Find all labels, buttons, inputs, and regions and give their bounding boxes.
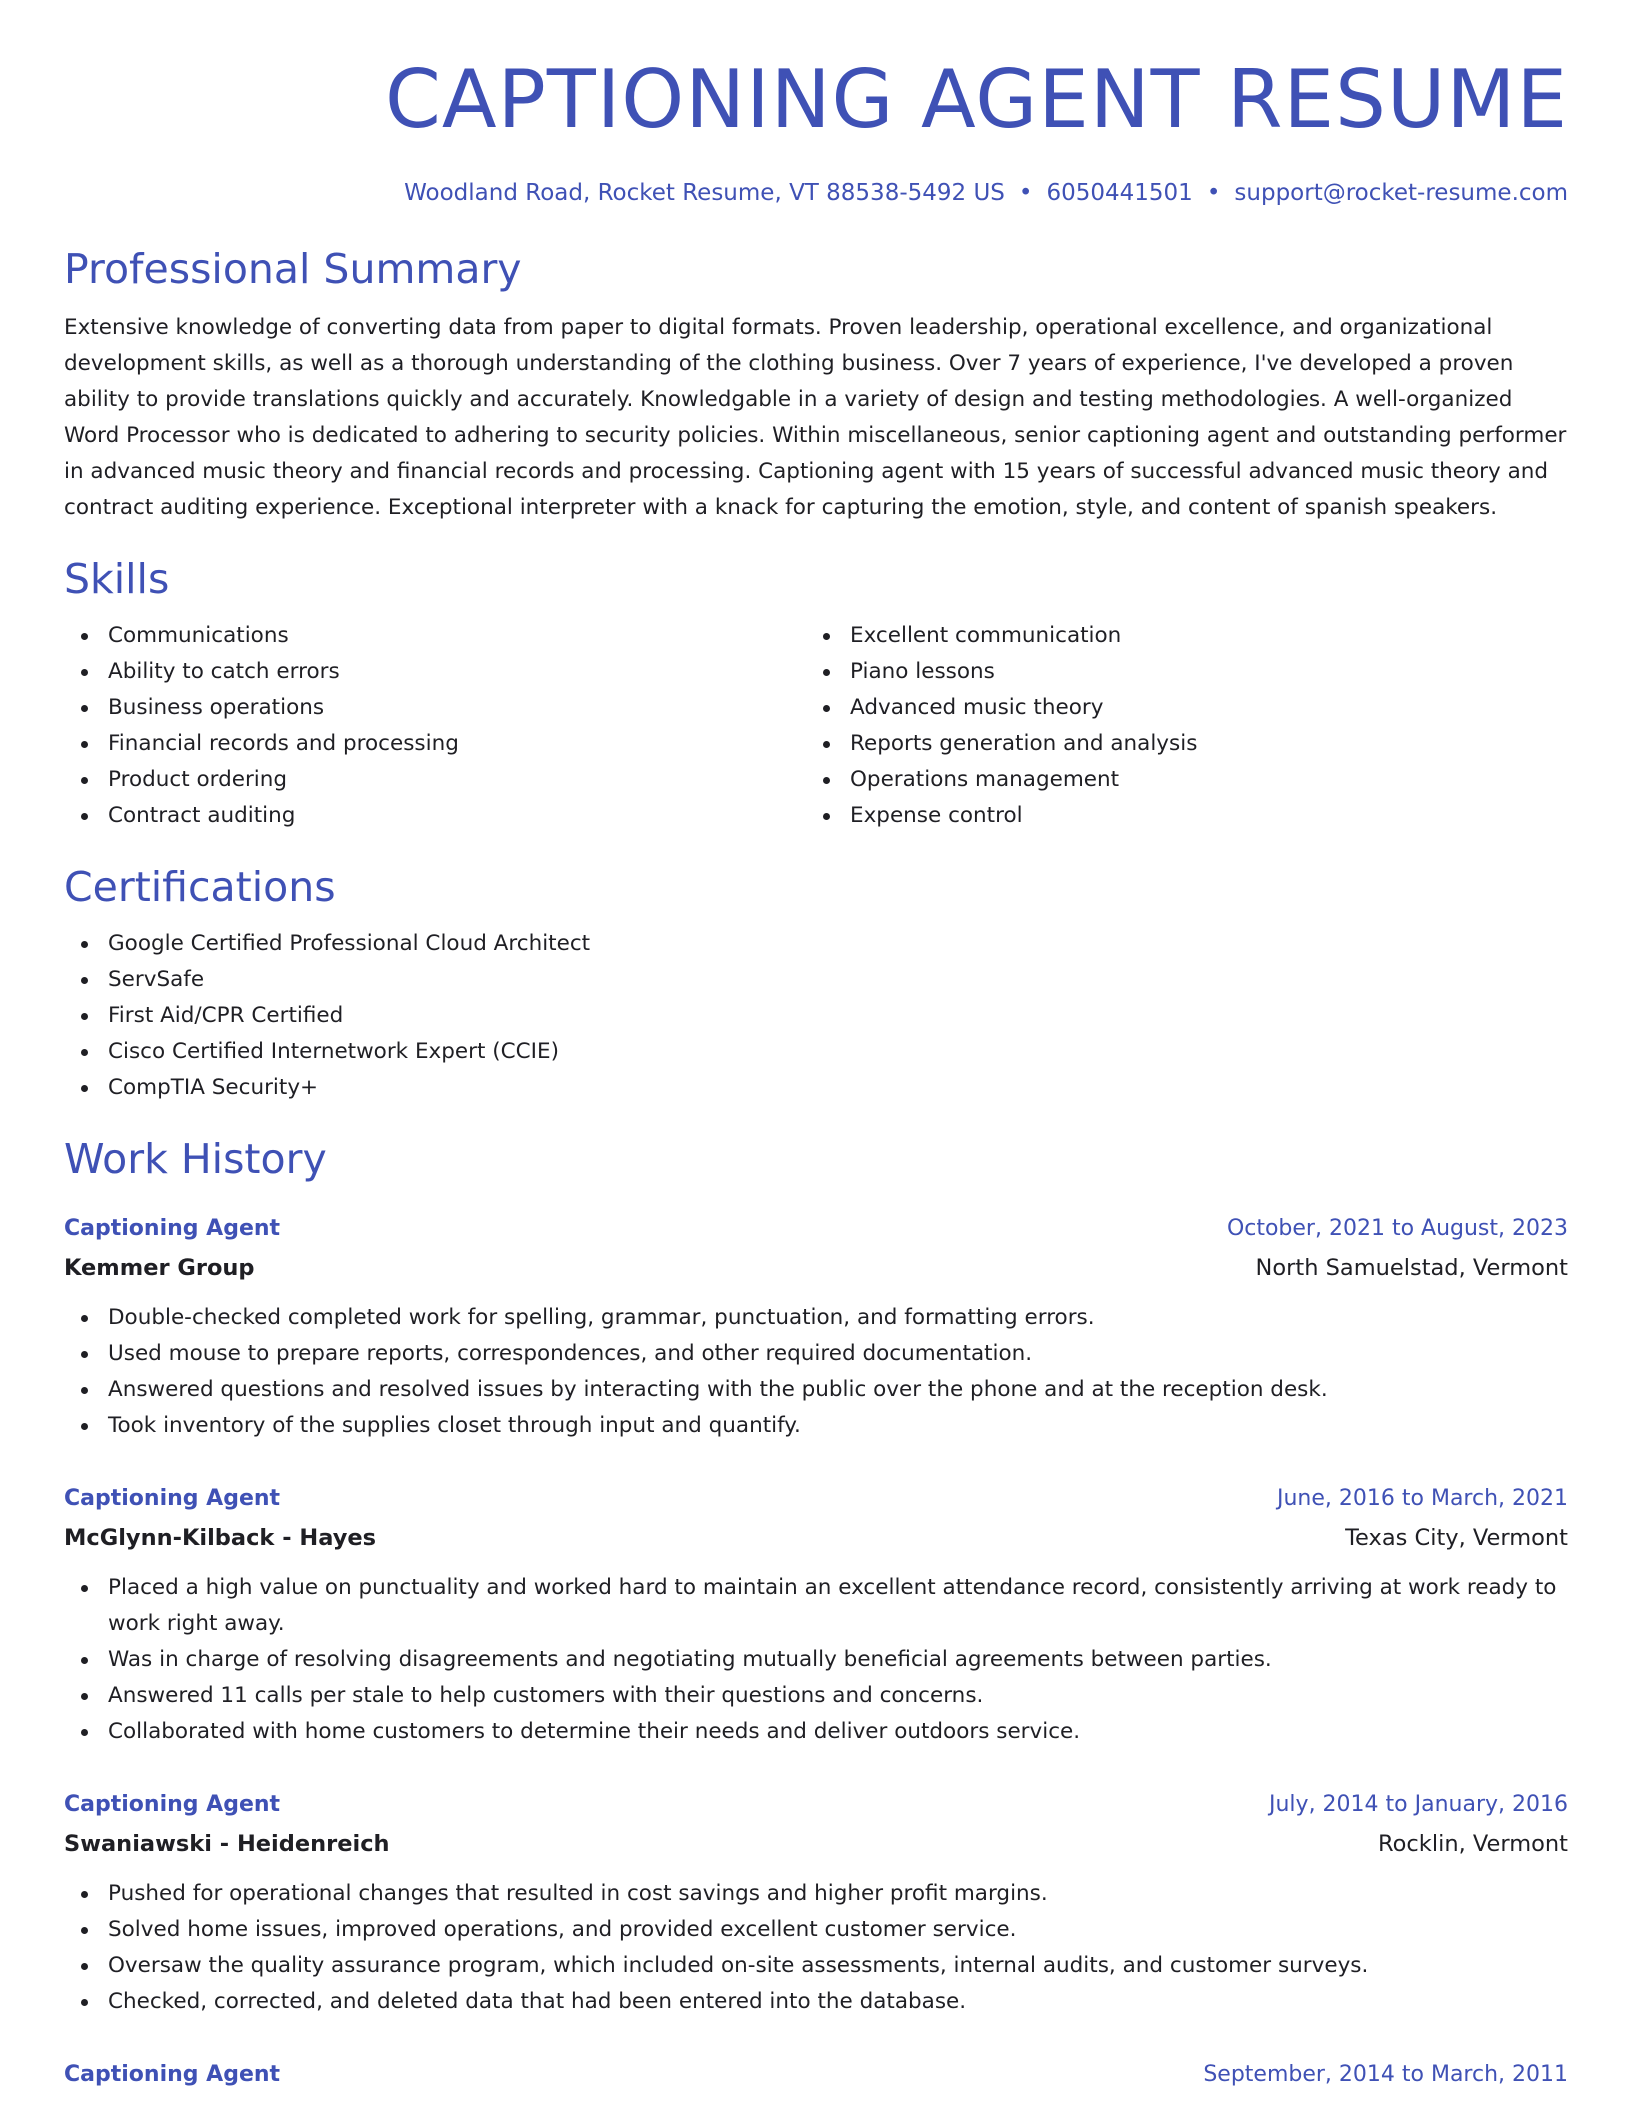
list-item [64,1336,1568,1372]
list-item [64,618,806,654]
certification-label: Cisco Certified Internetwork Expert (CCIE) [108,1039,559,1064]
list-item [64,690,806,726]
job-entry [64,1210,1568,1444]
job-bullets [64,1876,1568,2020]
skill-label: Advanced music theory [850,695,1104,720]
job-bullet-text: Double-checked completed work for spelling, grammar, punctuation, and formatting errors. [108,1305,1095,1330]
skill-label: Product ordering [108,767,288,792]
list-item [64,1948,1568,1984]
bullet-icon [81,813,88,820]
certifications-section [64,862,1568,1106]
job-bullet-text: Placed a high value on punctuality and worked hard to maintain an excellent attendance record, consistently arriving at work ready to work right away. [108,1575,1557,1636]
skill-label: Communications [108,623,289,648]
skill-label: Operations management [850,767,1120,792]
skills-list-right [806,618,1548,834]
skill-label: Business operations [108,695,325,720]
job-title: Captioning Agent [64,2062,281,2087]
job-entry [64,1786,1568,2020]
section-title-skills: Skills [64,555,170,603]
list-item [64,726,806,762]
list-item [64,762,806,798]
bullet-icon [81,633,88,640]
job-bullet-text: Oversaw the quality assurance program, which included on-site assessments, internal audits, and customer surveys. [108,1953,1369,1978]
list-item [806,618,1548,654]
bullet-icon [81,1891,88,1898]
skill-label: Reports generation and analysis [850,731,1198,756]
job-title: Captioning Agent [64,1792,281,1817]
skill-label: Contract auditing [108,803,296,828]
bullet-icon [81,1351,88,1358]
bullet-icon [81,1657,88,1664]
bullet-icon [81,1315,88,1322]
job-bullet-text: Answered 11 calls per stale to help customers with their questions and concerns. [108,1683,984,1708]
skill-label: Financial records and processing [108,731,459,756]
bullet-icon [823,669,830,676]
list-item [64,1372,1568,1408]
job-bullet-text: Answered questions and resolved issues by interacting with the public over the phone and at the reception desk. [108,1377,1328,1402]
contact-email: support@rocket-resume.com [1234,180,1568,206]
job-bullets [64,1570,1568,1750]
list-item [64,1876,1568,1912]
list-item [806,726,1548,762]
list-item [64,998,1568,1034]
job-company: Swaniawski - Heidenreich [64,1831,390,1857]
job-location: North Samuelstad, Vermont [1255,1255,1568,1281]
job-company-row [64,1518,1568,1558]
certifications-list [64,926,1568,1106]
job-dates: October, 2021 to August, 2023 [1226,1216,1568,1241]
bullet-icon [81,1085,88,1092]
list-item [64,1300,1568,1336]
bullet-icon [81,1387,88,1394]
list-item [64,1034,1568,1070]
job-header-row [64,1210,1568,1248]
bullet-icon [81,1423,88,1430]
contact-address: Woodland Road, Rocket Resume, VT 88538-5492 US [404,180,1005,206]
bullet-icon [823,777,830,784]
list-item [64,962,1568,998]
contact-phone: 6050441501 [1046,180,1193,206]
list-item [64,1642,1568,1678]
job-bullet-text: Checked, corrected, and deleted data that had been entered into the database. [108,1989,967,2014]
job-header-row [64,2056,1568,2094]
bullet-icon [81,669,88,676]
list-item [806,762,1548,798]
bullet-icon [81,1693,88,1700]
job-location: Texas City, Vermont [1345,1525,1568,1551]
skills-columns [64,618,1568,834]
section-title-work-history: Work History [64,1135,327,1183]
job-bullet-text: Took inventory of the supplies closet through input and quantify. [108,1413,801,1438]
bullet-icon [823,633,830,640]
bullet-icon [81,1585,88,1592]
contact-separator: • [1018,180,1033,206]
list-item [64,798,806,834]
list-item [64,1408,1568,1444]
skills-section [64,554,1568,834]
resume-title: CAPTIONING AGENT RESUME [385,53,1568,146]
job-bullet-text: Collaborated with home customers to determine their needs and deliver outdoors service. [108,1719,1081,1744]
bullet-icon [81,1729,88,1736]
certification-label: First Aid/CPR Certified [108,1003,344,1028]
list-item [64,1984,1568,2020]
bullet-icon [81,705,88,712]
skill-label: Ability to catch errors [108,659,340,684]
list-item [64,926,1568,962]
bullet-icon [823,813,830,820]
job-bullet-text: Solved home issues, improved operations, and provided excellent customer service. [108,1917,1017,1942]
job-location: Rocklin, Vermont [1378,1831,1568,1857]
job-dates: July, 2014 to January, 2016 [1269,1792,1568,1817]
summary-text: Extensive knowledge of converting data from paper to digital formats. Proven leadership, operational excellence, and organizational development skills, as well as a thorough understanding of the clothing business. Over 7 years of experience, I've developed a proven ability to provide translations quickly and accurately. Knowledgable in a variety of design and testing methodologies. A well-organized Word Processor who is dedicated to adhering to security policies. Within miscellaneous, senior captioning agent and outstanding performer in advanced music theory and financial records and processing. Captioning agent with 15 years of successful advanced music theory and contract auditing experience. Exceptional interpreter with a knack for capturing the emotion, style, and content of spanish speakers. [64,315,1567,520]
bullet-icon [81,1927,88,1934]
list-item [806,798,1548,834]
resume-header [64,0,1568,208]
bullet-icon [823,705,830,712]
contact-separator: • [1206,180,1221,206]
job-company-row [64,1824,1568,1864]
list-item [64,1714,1568,1750]
list-item [806,654,1548,690]
job-entry [64,2056,1568,2094]
skill-label: Excellent communication [850,623,1122,648]
work-history-section [64,1134,1568,2094]
job-bullets [64,1300,1568,1444]
certification-label: ServSafe [108,967,205,992]
job-dates: September, 2014 to March, 2011 [1203,2062,1568,2087]
job-header-row [64,1786,1568,1824]
skill-label: Piano lessons [850,659,995,684]
bullet-icon [81,941,88,948]
bullet-icon [81,1013,88,1020]
job-company-row [64,1248,1568,1288]
job-bullet-text: Pushed for operational changes that resulted in cost savings and higher profit margins. [108,1881,1048,1906]
skills-list-left [64,618,806,834]
job-title: Captioning Agent [64,1216,281,1241]
job-entry [64,1480,1568,1750]
section-title-summary: Professional Summary [64,245,522,293]
job-title: Captioning Agent [64,1486,281,1511]
job-dates: June, 2016 to March, 2021 [1277,1486,1568,1511]
section-title-certifications: Certifications [64,863,336,911]
bullet-icon [81,1049,88,1056]
bullet-icon [81,741,88,748]
contact-line [64,178,1568,208]
list-item [64,1570,1568,1642]
certification-label: Google Certified Professional Cloud Architect [108,931,591,956]
list-item [64,654,806,690]
job-header-row [64,1480,1568,1518]
bullet-icon [823,741,830,748]
bullet-icon [81,777,88,784]
job-company: Kemmer Group [64,1255,255,1281]
list-item [64,1070,1568,1106]
list-item [64,1912,1568,1948]
list-item [64,1678,1568,1714]
certification-label: CompTIA Security+ [108,1075,319,1100]
job-company: McGlynn-Kilback - Hayes [64,1525,377,1551]
bullet-icon [81,977,88,984]
summary-section [64,244,1568,526]
skill-label: Expense control [850,803,1023,828]
bullet-icon [81,1999,88,2006]
job-bullet-text: Used mouse to prepare reports, correspondences, and other required documentation. [108,1341,1033,1366]
bullet-icon [81,1963,88,1970]
list-item [806,690,1548,726]
job-bullet-text: Was in charge of resolving disagreements and negotiating mutually beneficial agreements between parties. [108,1647,1272,1672]
